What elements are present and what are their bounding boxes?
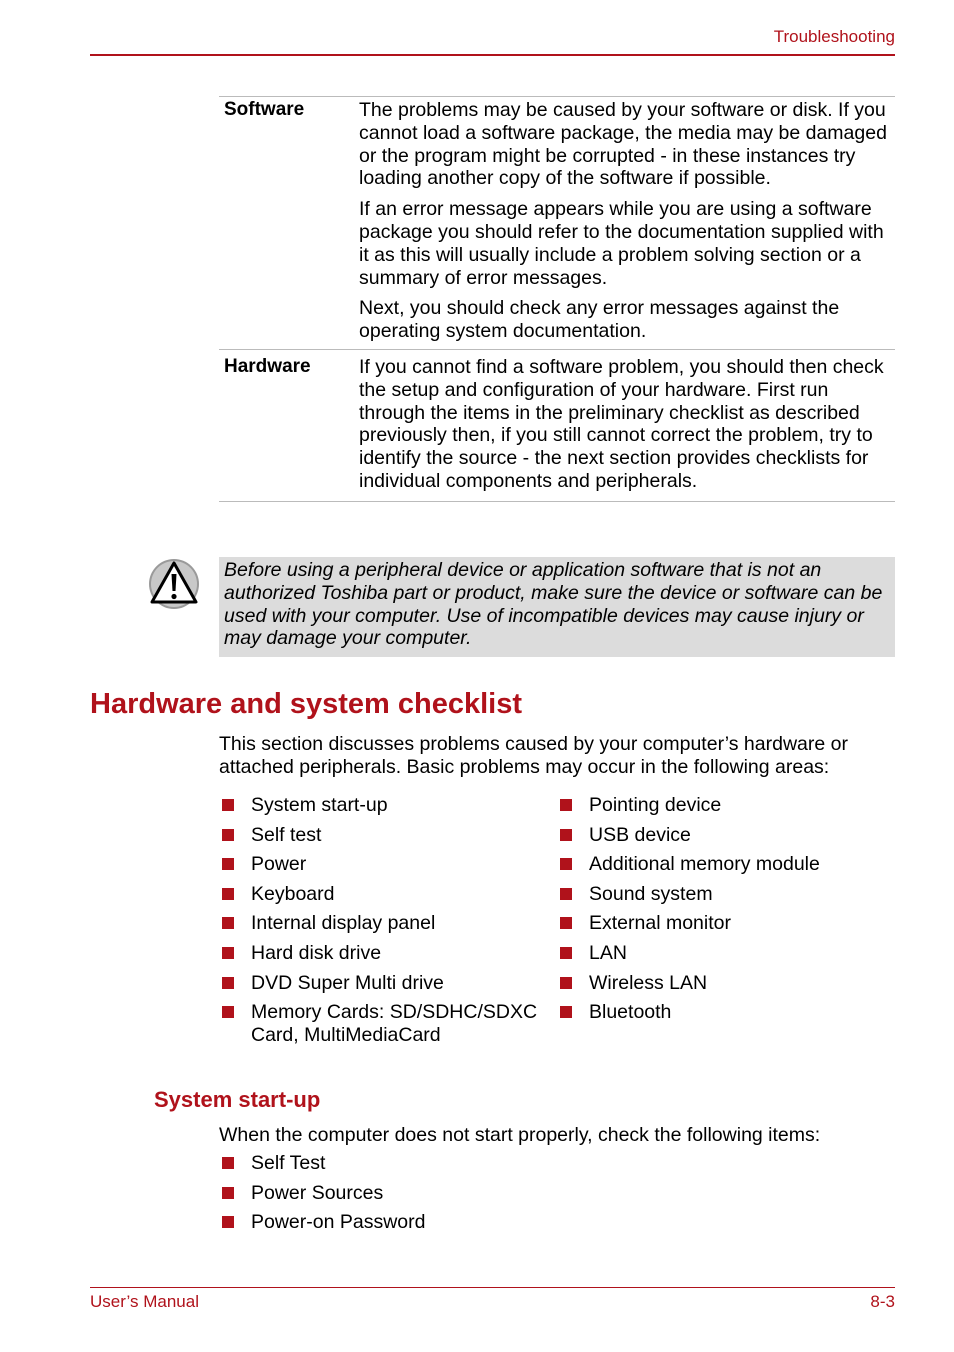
checklist-left <box>219 794 557 1053</box>
table-row <box>219 97 895 350</box>
list-item <box>557 824 895 854</box>
table-row <box>219 350 895 502</box>
list-item-label: Power <box>251 853 307 876</box>
list-item-label: LAN <box>589 941 627 964</box>
list-item <box>219 853 557 883</box>
list-item-label: Power Sources <box>251 1181 384 1204</box>
list-item <box>219 972 557 1002</box>
subsection-intro: When the computer does not start properly, check the following items: <box>219 1124 821 1146</box>
list-item <box>557 883 895 913</box>
list-item-label: Pointing device <box>589 794 722 816</box>
bullet-icon <box>222 829 234 841</box>
list-item-label: Memory Cards: SD/SDHC/SDXC Card, MultiMediaCard <box>251 1001 538 1046</box>
list-item <box>219 912 557 942</box>
bullet-icon <box>222 947 234 959</box>
list-item-label: Sound system <box>589 882 713 905</box>
bullet-icon <box>222 858 234 870</box>
bullet-icon <box>560 947 572 959</box>
list-item <box>557 942 895 972</box>
bullet-icon <box>560 799 572 811</box>
paragraph: The problems may be caused by your software or disk. If you cannot load a software package, the media may be damaged or the program might be corrupted - in these instances try loading another copy of the software if possible. <box>359 99 887 190</box>
list-item-label: Internal display panel <box>251 912 436 935</box>
list-item <box>557 912 895 942</box>
section-title: Hardware and system checklist <box>90 688 522 720</box>
bullet-icon <box>560 829 572 841</box>
warning-note: Before using a peripheral device or application software that is not an authorized Toshiba part or product, make sure the device or software can be used with your computer. Use of incompatible devices may cause injury or may damage your computer. <box>219 557 895 657</box>
list-item <box>219 1211 619 1241</box>
bullet-icon <box>560 977 572 989</box>
list-item <box>219 794 557 824</box>
header-rule <box>90 54 895 56</box>
list-item <box>219 1152 619 1182</box>
bullet-icon <box>222 917 234 929</box>
warning-triangle-icon <box>148 558 200 610</box>
bullet-icon <box>222 1216 234 1228</box>
list-item <box>557 853 895 883</box>
bullet-icon <box>222 977 234 989</box>
list-item-label: Bluetooth <box>589 1001 672 1024</box>
list-item-label: Additional memory module <box>589 853 820 876</box>
footer-manual-title: User’s Manual <box>90 1292 199 1311</box>
list-item-label: Wireless LAN <box>589 971 708 994</box>
list-item <box>557 794 895 824</box>
row-label-hardware: Hardware <box>224 355 311 377</box>
list-item <box>557 1001 895 1031</box>
subsection-title: System start-up <box>154 1087 321 1112</box>
paragraph: If you cannot find a software problem, you should then check the setup and configuration of your hardware. First run through the items in the preliminary checklist as described previously then, if you still cannot correct the problem, try to identify the source - the next section provides checklists for individual components and peripherals. <box>359 355 884 492</box>
list-item <box>219 1001 557 1053</box>
list-item-label: Hard disk drive <box>251 941 382 964</box>
list-item-label: Self Test <box>251 1152 326 1174</box>
checklist-right <box>557 794 895 1031</box>
troubleshooting-table <box>219 96 895 502</box>
footer-rule <box>90 1287 895 1288</box>
bullet-icon <box>222 888 234 900</box>
list-item <box>219 883 557 913</box>
list-item-label: System start-up <box>251 794 388 816</box>
startup-checklist <box>219 1152 619 1241</box>
bullet-icon <box>222 1006 234 1018</box>
paragraph: If an error message appears while you are using a software package you should refer to the documentation supplied with it as this will usually include a problem solving section or a summary of error messages. <box>359 198 884 289</box>
list-item-label: Self test <box>251 823 322 846</box>
list-item <box>557 972 895 1002</box>
bullet-icon <box>560 888 572 900</box>
section-intro: This section discusses problems caused by your computer’s hardware or attached peripherals. Basic problems may occur in the following areas: <box>219 733 848 778</box>
list-item-label: Power-on Password <box>251 1211 426 1234</box>
running-header: Troubleshooting <box>773 27 895 46</box>
paragraph: Next, you should check any error messages against the operating system documentation. <box>359 297 840 343</box>
row-body-software <box>359 97 895 343</box>
bullet-icon <box>560 917 572 929</box>
bullet-icon <box>222 1157 234 1169</box>
row-body-hardware <box>359 354 895 493</box>
page-number: 8-3 <box>870 1292 895 1311</box>
list-item-label: External monitor <box>589 912 731 935</box>
bullet-icon <box>222 1187 234 1199</box>
bullet-icon <box>222 799 234 811</box>
bullet-icon <box>560 858 572 870</box>
list-item-label: DVD Super Multi drive <box>251 971 444 994</box>
list-item <box>219 942 557 972</box>
list-item-label: USB device <box>589 823 691 846</box>
list-item <box>219 1182 619 1212</box>
row-label-software: Software <box>224 99 305 120</box>
list-item <box>219 824 557 854</box>
bullet-icon <box>560 1006 572 1018</box>
list-item-label: Keyboard <box>251 882 335 905</box>
